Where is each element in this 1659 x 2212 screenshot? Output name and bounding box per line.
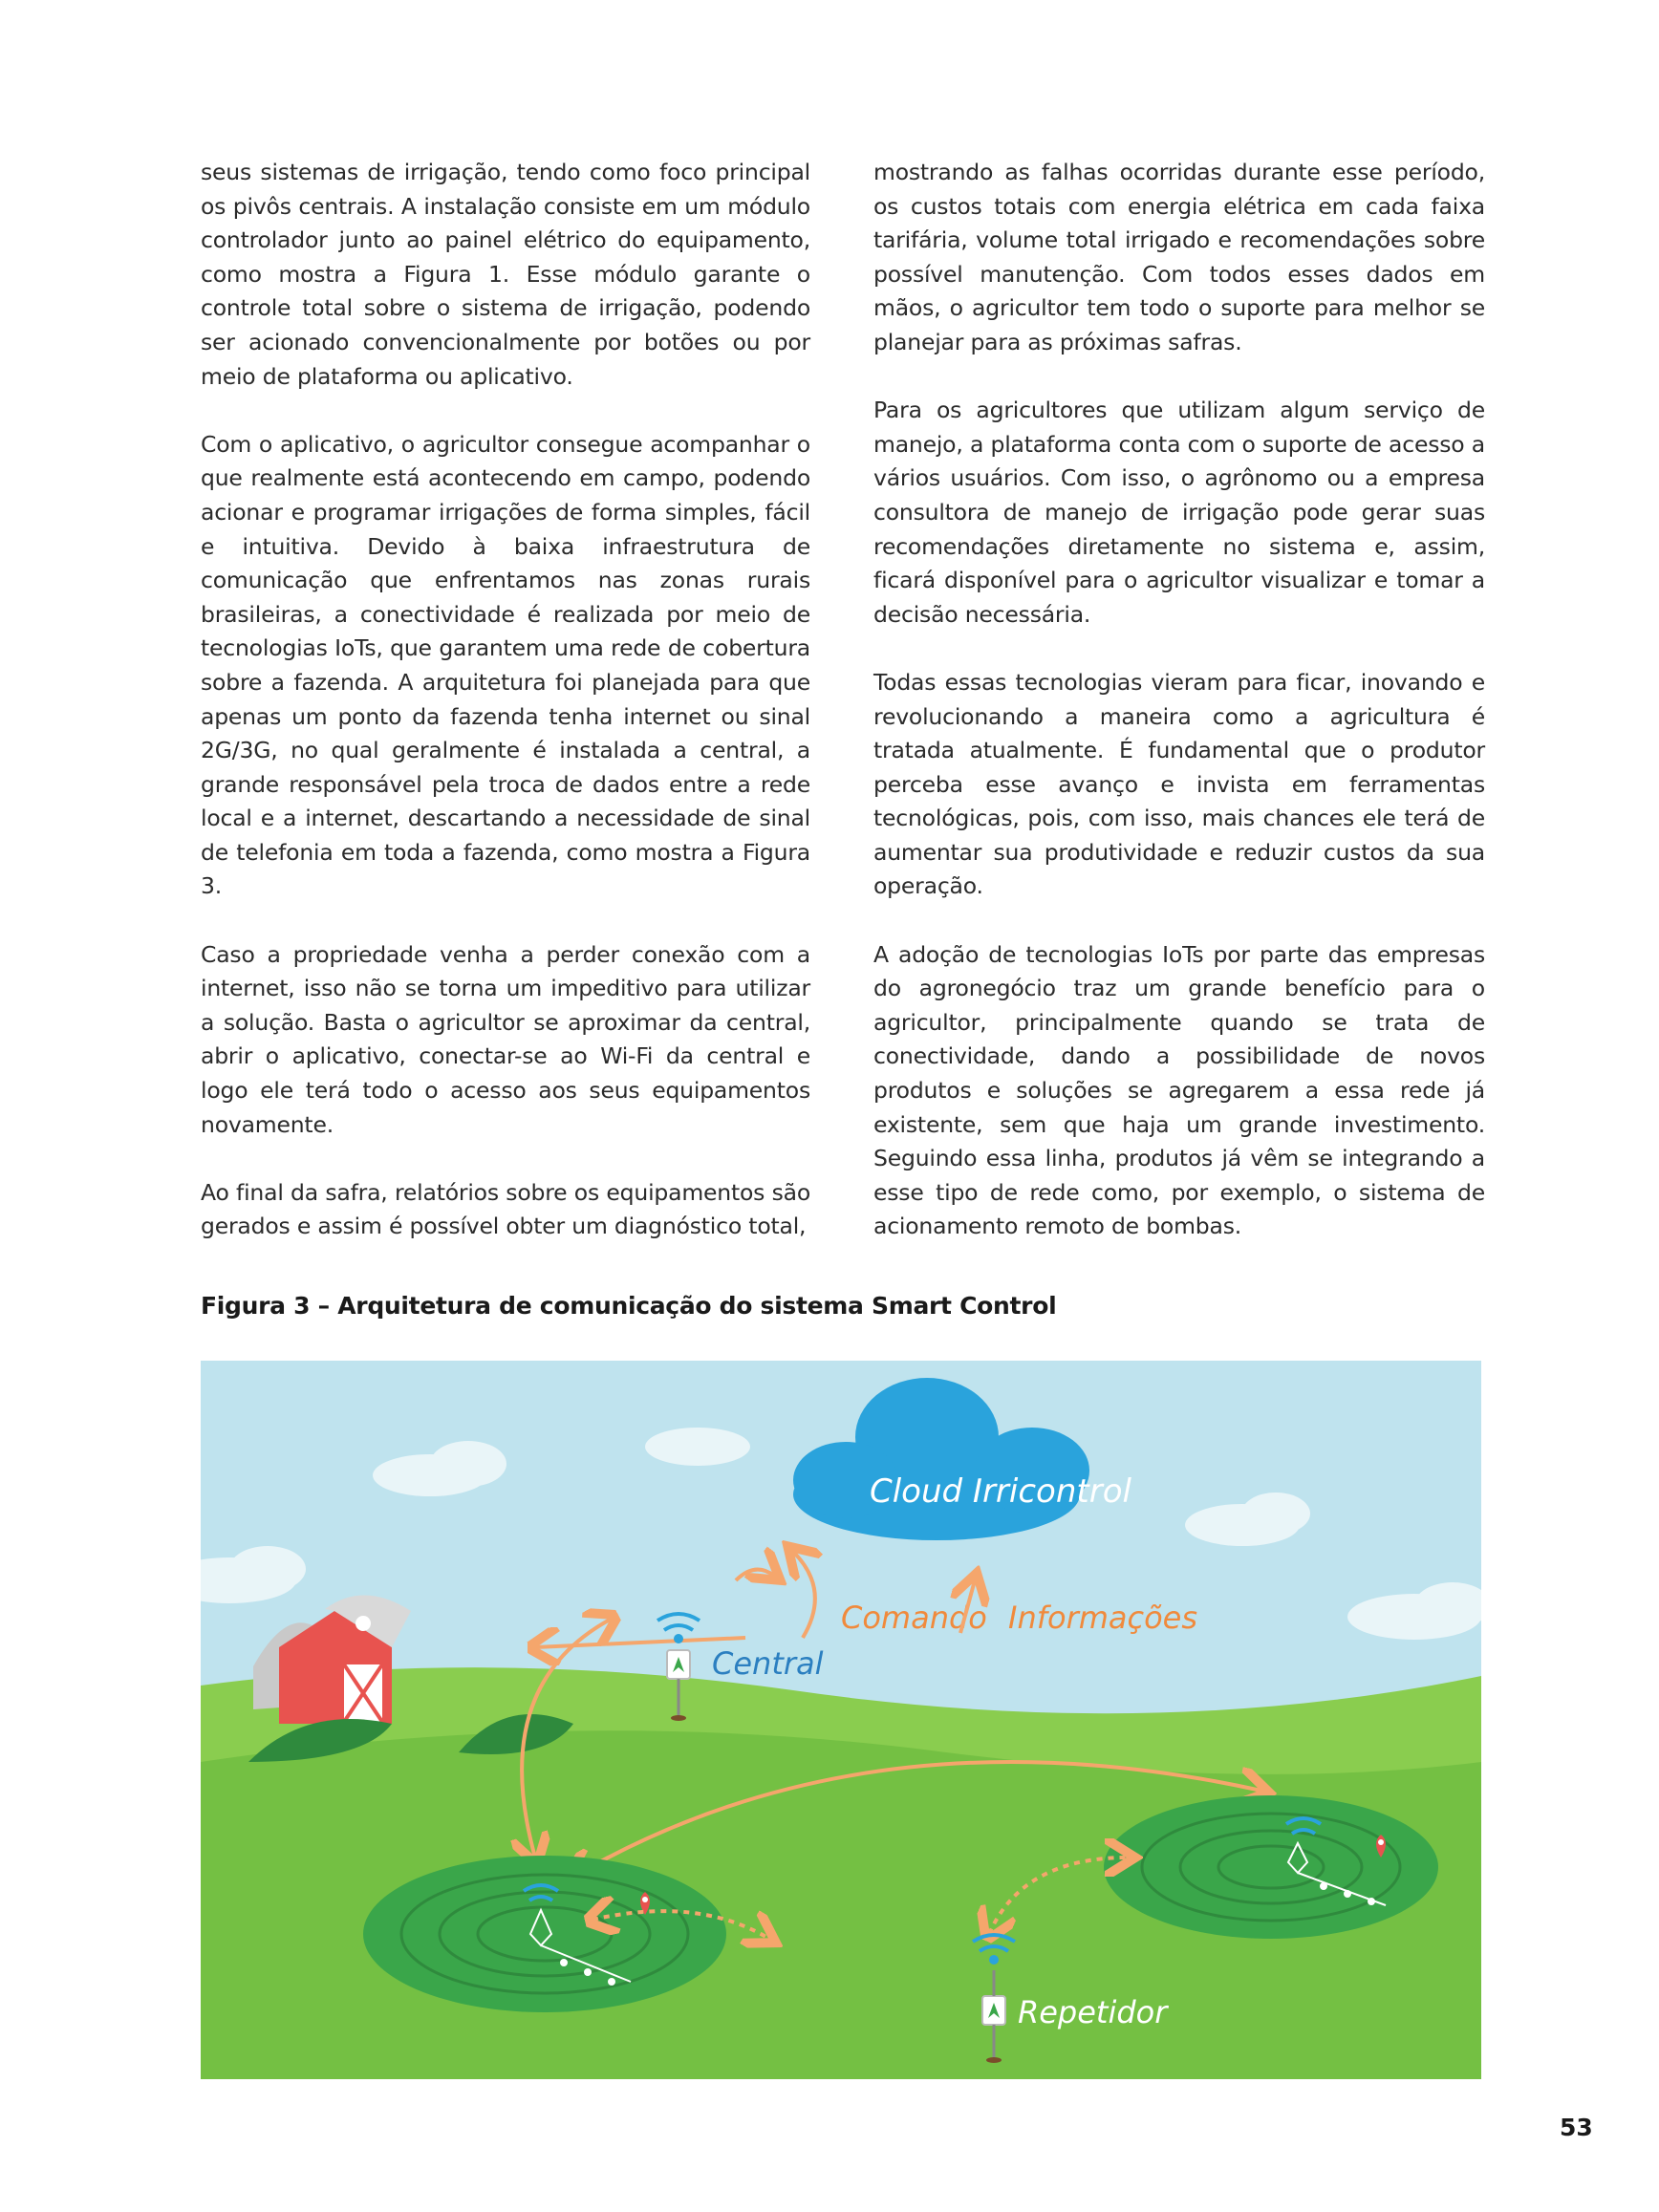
pivot-field-left xyxy=(363,1856,726,2012)
left-paragraph-1: seus sistemas de irrigação, tendo como foco principal os pivôs centrais. A instalação consiste em um módulo controlador junto ao painel elétrico do equipamento, como mostra a Figura 1. Esse módulo garante o controle total sobre o sistema de irrigação, podendo ser acionado convencionalmente por botões ou por meio de plataforma ou aplicativo. xyxy=(201,159,810,390)
command-label: Comando xyxy=(841,1600,987,1636)
right-paragraph-1: mostrando as falhas ocorridas durante esse período, os custos totais com energia elétrica em cada faixa tarifária, volume total irrigado e recomendações sobre possível manutenção. Com todos esses dados em mãos, o agricultor tem todo o suporte para melhor se planejar para as próximas safras. xyxy=(873,159,1485,355)
page-number: 53 xyxy=(1560,2114,1593,2141)
central-label: Central xyxy=(712,1645,824,1682)
cloud-label: Cloud Irricontrol xyxy=(870,1472,1131,1511)
architecture-figure xyxy=(201,1361,1481,2079)
repeater-label: Repetidor xyxy=(1018,1994,1168,2030)
right-paragraph-2: Para os agricultores que utilizam algum serviço de manejo, a plataforma conta com o suporte de acesso a vários usuários. Com isso, o agrônomo ou a empresa consultora de manejo de irrigação pode gerar suas recomendações diretamente no sistema e, assim, ficará disponível para o agricultor visualizar e tomar a decisão necessária. xyxy=(873,397,1485,628)
right-paragraph-3: Todas essas tecnologias vieram para ficar, inovando e revolucionando a maneira como a agricultura é tratada atualmente. É fundamental que o produtor perceba esse avanço e invista em ferramentas tecnológicas, pois, com isso, mais chances ele terá de aumentar sua produtividade e reduzir custos da sua operação. xyxy=(873,668,1485,900)
figure-caption: Figura 3 – Arquitetura de comunicação do sistema Smart Control xyxy=(201,1292,1057,1320)
left-paragraph-4: Ao final da safra, relatórios sobre os equipamentos são gerados e assim é possível obter um diagnóstico total, xyxy=(201,1178,810,1240)
pivot-field-right xyxy=(1104,1795,1438,1939)
left-paragraph-2: Com o aplicativo, o agricultor consegue acompanhar o que realmente está acontecendo em campo, podendo acionar e programar irrigações de forma simples, fácil e intuitiva. Devido à baixa infraestrutura de comunicação que enfrentamos nas zonas rurais brasileiras, a conectividade é realizada por meio de tecnologias IoTs, que garantem uma rede de cobertura sobre a fazenda. A arquitetura foi planejada para que apenas um ponto da fazenda tenha internet ou sinal 2G/3G, no qual geralmente é instalada a central, a grande responsável pela troca de dados entre a rede local e a internet, descartando a necessidade de sinal de telefonia em toda a fazenda, como mostra a Figura 3. xyxy=(201,430,810,900)
info-label: Informações xyxy=(1008,1600,1198,1636)
left-column xyxy=(201,156,810,1278)
right-column xyxy=(873,156,1485,1278)
architecture-illustration xyxy=(201,1361,1481,2079)
right-paragraph-4: A adoção de tecnologias IoTs por parte das empresas do agronegócio traz um grande benefício para o agricultor, principalmente quando se trata de conectividade, dando a possibilidade de novos produtos e soluções se agregarem a essa rede já existente, sem que haja um grande investimento. Seguindo essa linha, produtos já vêm se integrando a esse tipo de rede como, por exemplo, o sistema de acionamento remoto de bombas. xyxy=(873,940,1485,1240)
left-paragraph-3: Caso a propriedade venha a perder conexão com a internet, isso não se torna um impeditivo para utilizar a solução. Basta o agricultor se aproximar da central, abrir o aplicativo, conectar-se ao Wi-Fi da central e logo ele terá todo o acesso aos seus equipamentos novamente. xyxy=(201,940,810,1138)
